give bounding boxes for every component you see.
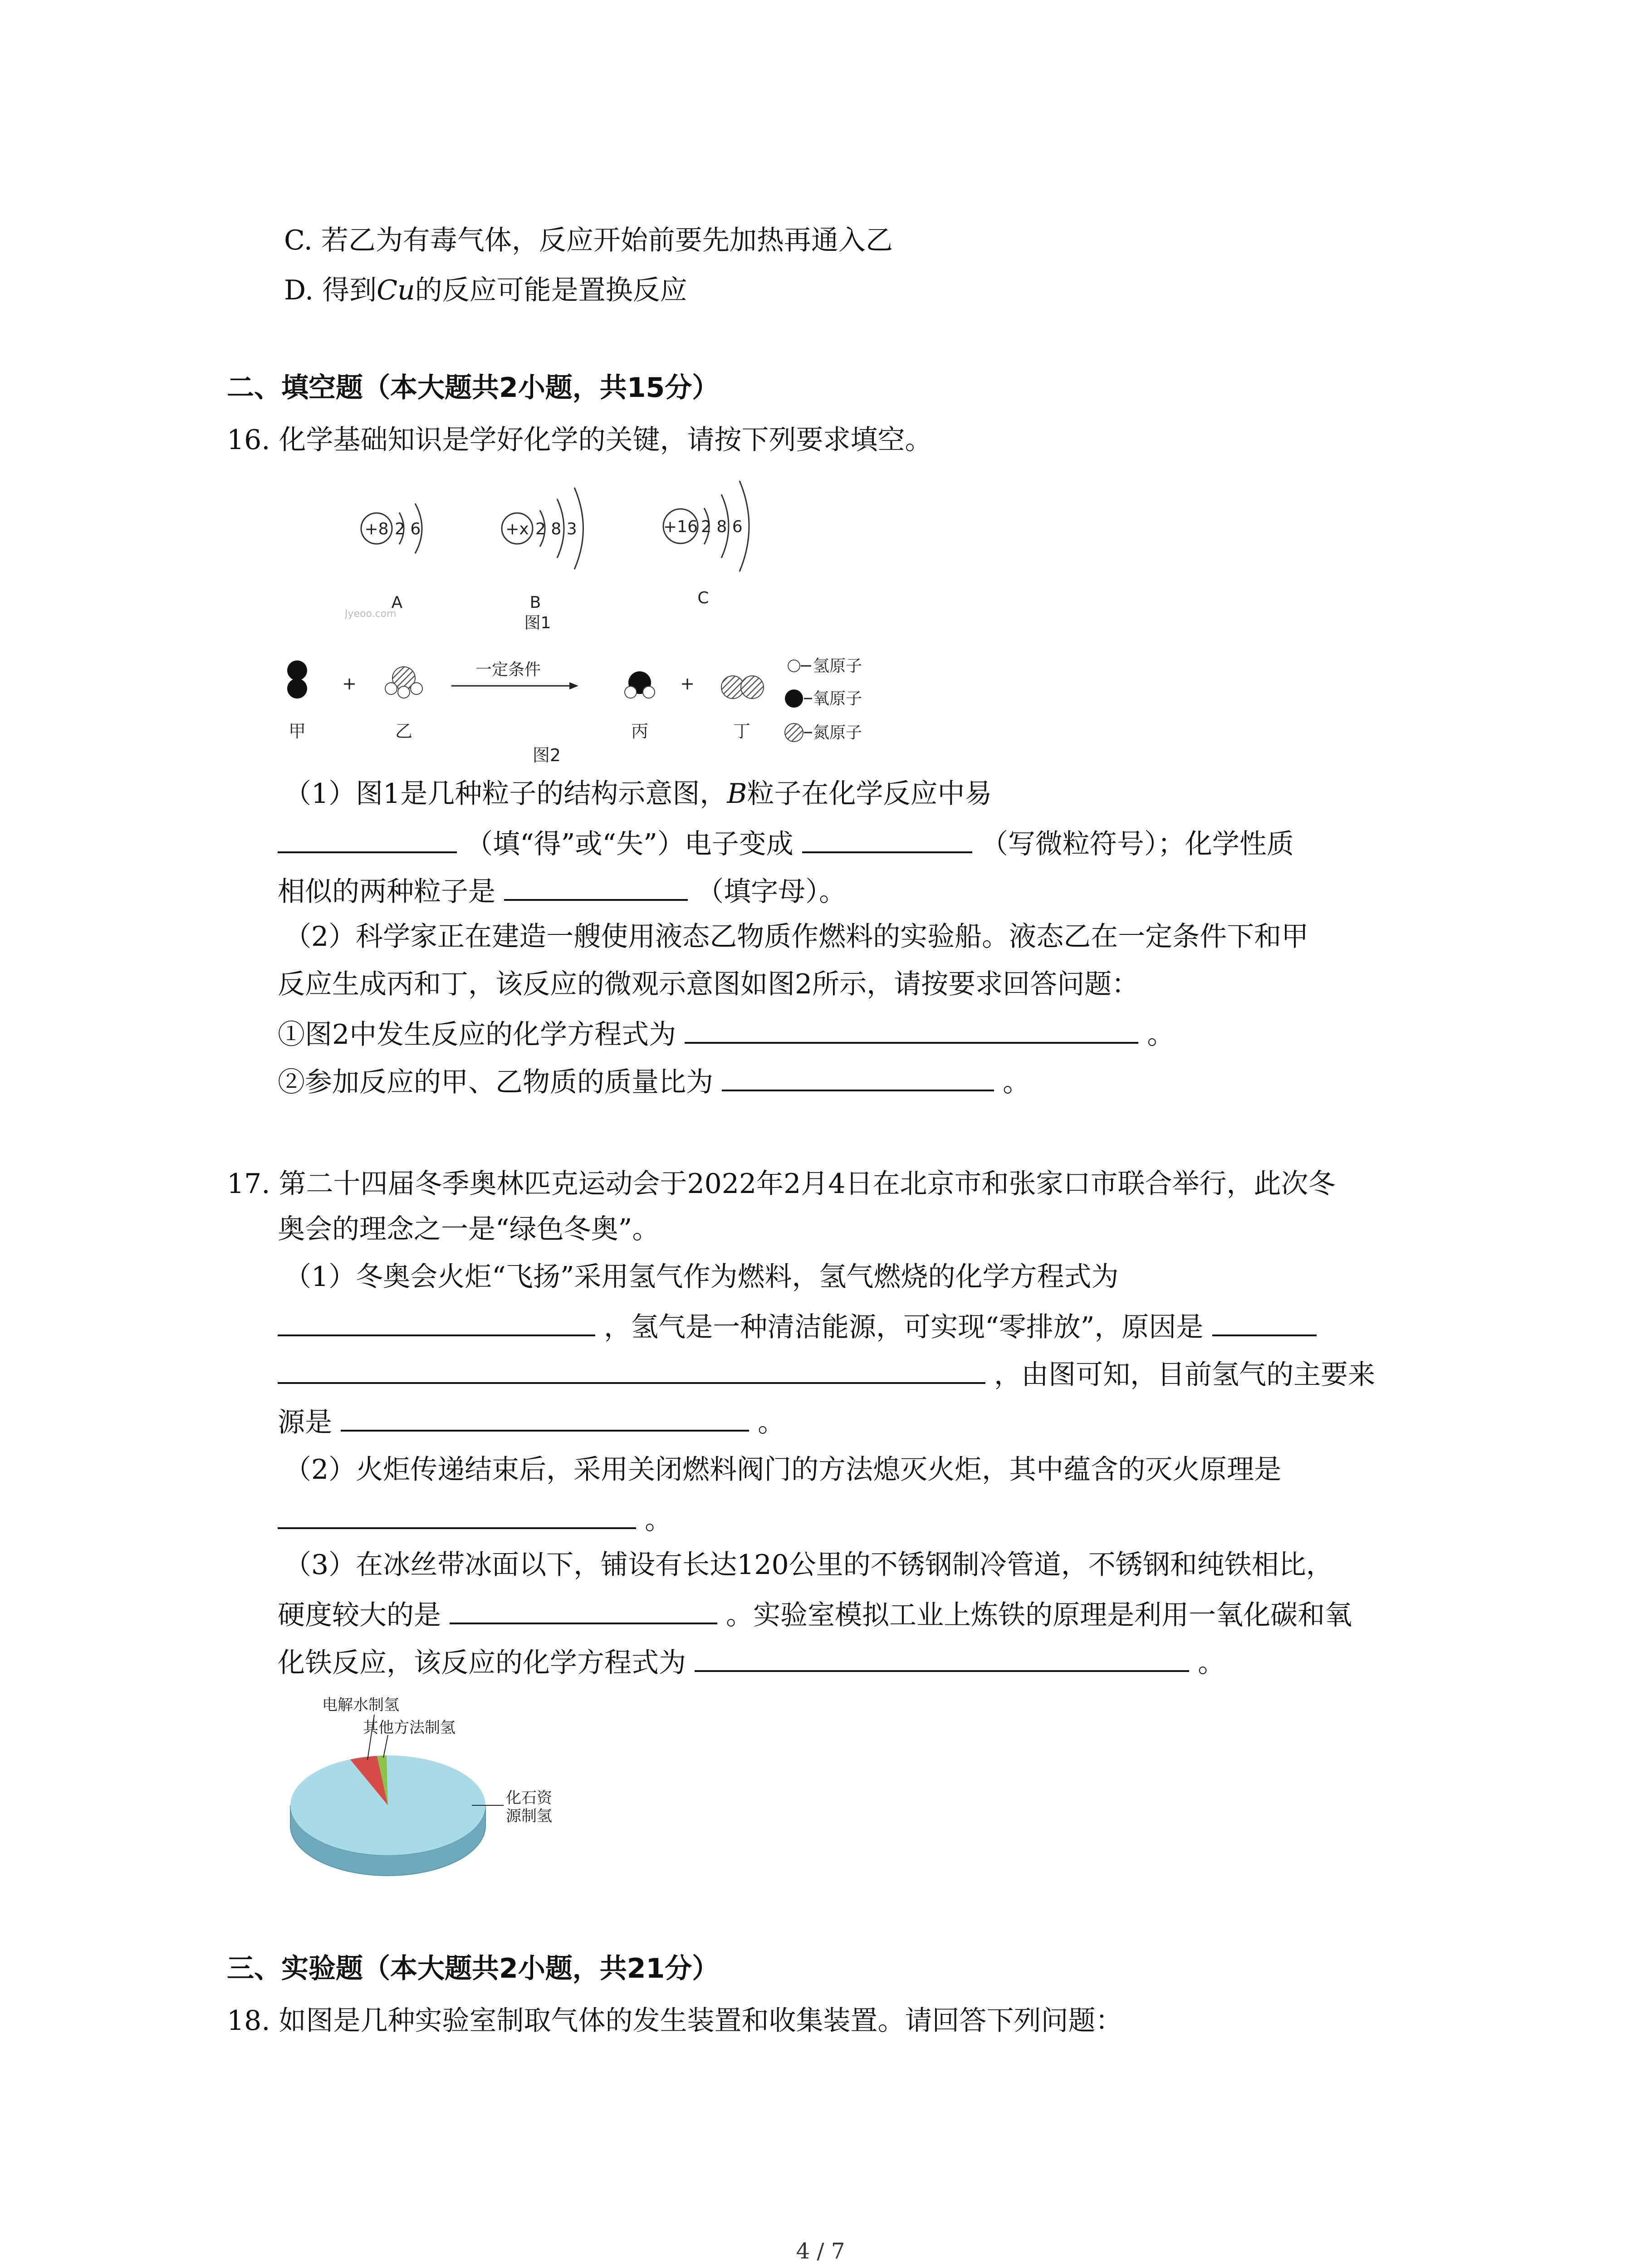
condition-label: 一定条件 (475, 660, 541, 679)
figure-2-caption: 图2 (532, 745, 561, 765)
blank-chemical-equation[interactable] (685, 1014, 1138, 1044)
pie-label-fossil-2: 源制氢 (506, 1807, 552, 1825)
q16-p2-line1: （2）科学家正在建造一艘使用液态乙物质作燃料的实验船。液态乙在一定条件下和甲 (284, 921, 1309, 953)
legend-oxygen: 氧原子 (813, 689, 862, 708)
blank-extinguish-principle[interactable] (278, 1499, 636, 1529)
molecule-ding (721, 676, 764, 741)
atom-c-nucleus: +16 (663, 518, 698, 536)
q18-stem: 18. 如图是几种实验室制取气体的发生装置和收集装置。请回答下列问题： (227, 2005, 1123, 2037)
watermark: Jyeoo.com (345, 608, 397, 620)
pie-label-fossil-1: 化石资 (506, 1789, 552, 1807)
figure-1-atom-diagrams (345, 463, 826, 631)
molecule-yi (385, 667, 422, 741)
blank-hydrogen-source[interactable] (341, 1402, 749, 1432)
q16-p2-q2: ②参加反应的甲、乙物质的质量比为 。 (278, 1061, 1030, 1100)
q17-line2: 奥会的理念之一是“绿色冬奥”。 (278, 1213, 660, 1245)
blank-mass-ratio[interactable] (722, 1061, 994, 1091)
atom-a-nucleus: +8 (364, 520, 389, 538)
blank-zero-emission-reason-cont[interactable] (278, 1354, 985, 1384)
blank-particle-symbol[interactable] (802, 823, 972, 853)
atom-b-label: B (529, 593, 541, 612)
q17-p2-line2: 。 (278, 1499, 672, 1538)
option-d: D. 得到Cu的反应可能是置换反应 (284, 274, 687, 306)
section-3-heading: 三、实验题（本大题共2小题，共21分） (227, 1953, 720, 1984)
q16-p1-line3: 相似的两种粒子是 （填字母）。 (278, 871, 846, 910)
blank-ironmaking-equation[interactable] (695, 1642, 1189, 1672)
particle-b: B (727, 778, 747, 810)
figure-1-caption: 图1 (524, 614, 551, 631)
figure-2-reaction-diagram (272, 644, 907, 776)
reaction-arrow (451, 660, 578, 689)
blank-harder-material[interactable] (450, 1594, 717, 1624)
section-2-heading: 二、填空题（本大题共2小题，共15分） (227, 372, 720, 404)
blank-hydrogen-equation[interactable] (278, 1306, 595, 1336)
q17-p3-line3: 化铁反应，该反应的化学方程式为 。 (278, 1642, 1225, 1681)
atom-c (663, 481, 749, 607)
plus-2: + (680, 674, 695, 694)
q17-p3-line1: （3）在冰丝带冰面以下，铺设有长达120公里的不锈钢制冷管道，不锈钢和纯铁相比， (284, 1549, 1333, 1581)
hydrogen-source-pie-chart (281, 1696, 599, 1887)
q17-p3-line2: 硬度较大的是 。实验室模拟工业上炼铁的原理是利用一氧化碳和氧 (278, 1594, 1352, 1633)
legend-hydrogen: 氢原子 (813, 657, 862, 675)
legend (785, 657, 862, 742)
label-yi: 乙 (395, 721, 413, 741)
q16-p1-line1: （1）图1是几种粒子的结构示意图，B粒子在化学反应中易 (284, 778, 992, 810)
q17-p1-line3: ，由图可知，目前氢气的主要来 (278, 1354, 1375, 1393)
blank-similar-particles[interactable] (504, 871, 688, 901)
plus-1: + (342, 674, 357, 694)
atom-a-label: A (391, 593, 403, 612)
label-jia: 甲 (288, 721, 306, 741)
atom-b-nucleus: +x (505, 520, 529, 538)
q16-p2-q1: ①图2中发生反应的化学方程式为 。 (278, 1014, 1174, 1053)
option-c: C. 若乙为有毒气体，反应开始前要先加热再通入乙 (284, 225, 893, 256)
q17-p2-line1: （2）火炬传递结束后，采用关闭燃料阀门的方法熄灭火炬，其中蕴含的灭火原理是 (284, 1454, 1282, 1486)
atom-b (502, 488, 583, 612)
q16-stem: 16. 化学基础知识是学好化学的关键，请按下列要求填空。 (227, 424, 932, 456)
cu-symbol: Cu (377, 274, 415, 306)
q17-p1-line1: （1）冬奥会火炬“飞扬”采用氢气作为燃料，氢气燃烧的化学方程式为 (284, 1261, 1119, 1293)
q16-p1-line2: （填“得”或“失”）电子变成 （写微粒符号）；化学性质 (278, 823, 1294, 862)
blank-gain-lose[interactable] (278, 823, 457, 853)
atom-a-shells: 2 6 (395, 520, 421, 538)
molecule-bing (625, 671, 655, 741)
pie-label-electrolysis: 电解水制氢 (322, 1696, 399, 1714)
q17-line1: 17. 第二十四届冬季奥林匹克运动会于2022年2月4日在北京市和张家口市联合举行，此次冬 (227, 1168, 1336, 1200)
page-number: 4 / 7 (796, 2239, 845, 2264)
blank-zero-emission-reason[interactable] (1212, 1306, 1317, 1336)
label-bing: 丙 (631, 721, 649, 741)
q16-p2-line2: 反应生成丙和丁，该反应的微观示意图如图2所示，请按要求回答问题： (278, 968, 1139, 1000)
atom-c-shells: 2 8 6 (701, 518, 743, 536)
atom-b-shells: 2 8 3 (535, 520, 577, 538)
atom-c-label: C (697, 589, 709, 607)
label-ding: 丁 (733, 721, 751, 741)
q17-p1-line2: ，氢气是一种清洁能源，可实现“零排放”，原因是 (278, 1306, 1317, 1345)
pie-label-other: 其他方法制氢 (363, 1719, 456, 1737)
molecule-jia (287, 660, 307, 741)
q17-p1-line4: 源是 。 (278, 1402, 785, 1441)
legend-nitrogen: 氮原子 (813, 723, 862, 742)
atom-a (361, 503, 422, 612)
